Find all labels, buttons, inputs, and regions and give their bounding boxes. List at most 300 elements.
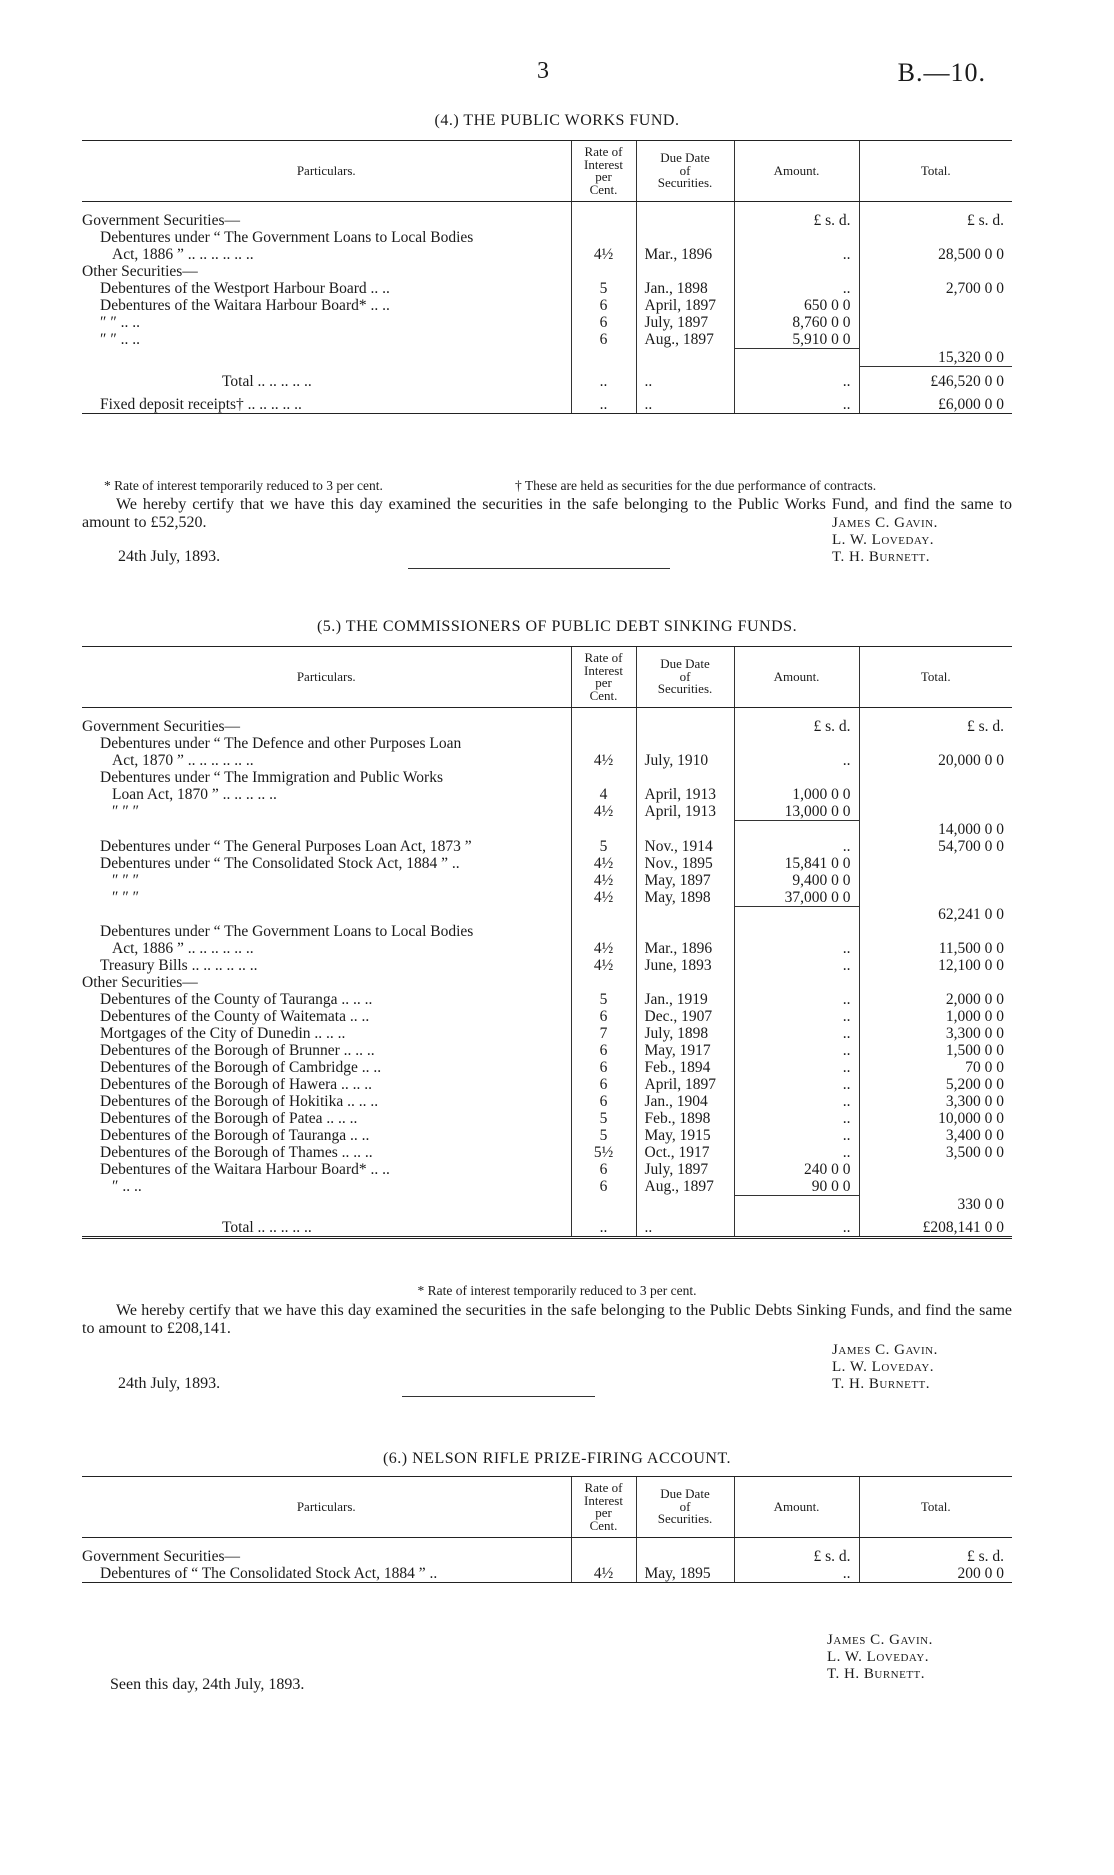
section-title-nelson-rifle: (6.) NELSON RIFLE PRIZE-FIRING ACCOUNT. [382, 1450, 732, 1467]
rate-cell: 6 [571, 1042, 636, 1059]
due-date-cell [636, 1548, 734, 1565]
document-reference: B.—10. [897, 58, 986, 87]
due-date-cell: Jan., 1898 [636, 280, 734, 297]
particulars-cell: Government Securities— [82, 718, 240, 735]
table-row [82, 1127, 1012, 1144]
table-row [82, 314, 1012, 331]
amount-cell: .. [734, 1093, 859, 1110]
table-row [82, 957, 1012, 974]
header-rate-line: Rate of [584, 144, 623, 159]
amount-cell: 650 0 0 [734, 297, 859, 314]
particulars-cell: Act, 1886 ” .. .. .. .. .. .. [112, 940, 254, 957]
sinking-funds-table [82, 646, 1012, 1239]
page-number: 3 [537, 58, 549, 84]
particulars-cell: ″ .. .. [112, 1178, 142, 1195]
due-date-cell: Nov., 1914 [636, 838, 734, 855]
header-total: Total. [859, 1477, 1012, 1538]
header-rate-line: Interest [584, 662, 623, 678]
rate-cell [571, 735, 636, 752]
due-date-cell: July, 1898 [636, 1025, 734, 1042]
footnote-contracts: † These are held as securities for the due performance of contracts. [515, 478, 877, 493]
rate-cell [571, 263, 636, 280]
header-rate-line: Cent. [589, 687, 618, 703]
particulars-cell: Debentures of the Borough of Brunner .. .. .. [100, 1042, 375, 1059]
particulars-cell: Debentures under “ The General Purposes Loan Act, 1873 ” [100, 837, 472, 855]
amount-cell: .. [734, 1565, 859, 1583]
particulars-cell: ″ ″ ″ [112, 871, 140, 889]
amount-cell: .. [734, 1076, 859, 1093]
rate-cell [571, 821, 636, 838]
table-row [82, 718, 1012, 735]
signature-rule [402, 1396, 595, 1397]
rate-cell: 5 [571, 838, 636, 855]
rate-cell [571, 229, 636, 246]
due-date-cell: Jan., 1919 [636, 991, 734, 1008]
due-date-cell [636, 821, 734, 838]
particulars-cell: Debentures of the Borough of Cambridge .. .. [100, 1059, 382, 1076]
header-due-date-line: of [679, 668, 691, 684]
rate-cell: 5 [571, 1110, 636, 1127]
amount-cell [734, 923, 859, 940]
amount-cell: 90 0 0 [734, 1178, 859, 1196]
rate-cell: 4½ [571, 957, 636, 974]
total-cell: 12,100 0 0 [859, 957, 1012, 974]
amount-cell: 13,000 0 0 [734, 803, 859, 821]
due-date-cell: Feb., 1898 [636, 1110, 734, 1127]
rate-cell [571, 349, 636, 367]
amount-cell: 9,400 0 0 [734, 872, 859, 889]
signatory: L. W. Loveday. [827, 1649, 930, 1665]
particulars-cell: Debentures of the Borough of Patea .. .. .. [100, 1110, 358, 1127]
rate-cell: 6 [571, 1008, 636, 1025]
rate-cell: 6 [571, 297, 636, 314]
particulars-cell: Debentures under “ The Government Loans to Local Bodies [100, 229, 474, 246]
rate-cell [571, 974, 636, 991]
total-cell [859, 297, 1012, 314]
total-cell [859, 803, 1012, 821]
header-particulars: Particulars. [82, 1477, 571, 1538]
amount-cell [734, 1196, 859, 1213]
signatory: T. H. Burnett. [827, 1666, 926, 1682]
header-due-date-line: Due Date [660, 656, 710, 672]
particulars-cell: Debentures of the Borough of Thames .. .. .. [100, 1144, 373, 1161]
particulars-cell: Debentures under “ The Defence and other Purposes Loan [100, 735, 462, 752]
rate-cell: 4½ [571, 803, 636, 821]
amount-cell: .. [734, 1008, 859, 1025]
total-cell: 3,400 0 0 [859, 1127, 1012, 1144]
header-due-date-line: of [679, 1498, 691, 1514]
nelson-rifle-table [82, 1476, 1012, 1583]
rate-cell: 6 [571, 1093, 636, 1110]
rate-cell: 6 [571, 314, 636, 331]
total-cell: 330 0 0 [859, 1196, 1012, 1213]
table-row [82, 752, 1012, 769]
rate-cell: 6 [571, 1161, 636, 1178]
rate-cell: 5 [571, 1127, 636, 1144]
table-row [82, 1059, 1012, 1076]
table-row [82, 803, 1012, 821]
due-date-cell: Mar., 1896 [636, 940, 734, 957]
signatory: L. W. Loveday. [832, 532, 935, 548]
due-date-cell: April, 1897 [636, 297, 734, 314]
particulars-cell: ″ ″ ″ [112, 803, 140, 820]
table-row [82, 991, 1012, 1008]
total-cell: 1,500 0 0 [859, 1042, 1012, 1059]
signatory: James C. Gavin. [832, 515, 938, 531]
particulars-cell: Act, 1886 ” .. .. .. .. .. .. [112, 246, 254, 263]
due-date-cell: Mar., 1896 [636, 246, 734, 263]
particulars-cell: Government Securities— [82, 1548, 240, 1565]
header-rate [571, 647, 636, 708]
total-cell [859, 263, 1012, 280]
section-title-public-works-fund: (4.) THE PUBLIC WORKS FUND. [434, 112, 680, 129]
total-cell: 11,500 0 0 [859, 940, 1012, 957]
table-row [82, 1178, 1012, 1196]
amount-cell: 15,841 0 0 [734, 855, 859, 872]
total-cell [859, 786, 1012, 803]
table-row [82, 1025, 1012, 1042]
amount-cell: .. [734, 940, 859, 957]
total-cell [859, 1178, 1012, 1196]
table-header-row [82, 647, 1012, 708]
amount-cell [734, 735, 859, 752]
header-amount: Amount. [734, 1477, 859, 1538]
total-cell: £208,141 0 0 [859, 1219, 1012, 1238]
amount-cell [734, 769, 859, 786]
header-rate-line: Rate of [584, 1480, 623, 1495]
table-row [82, 349, 1012, 367]
particulars-cell: Other Securities— [82, 974, 198, 991]
table-row [82, 1076, 1012, 1093]
particulars-cell [82, 821, 571, 838]
total-cell [859, 735, 1012, 752]
due-date-cell: Aug., 1897 [636, 1178, 734, 1196]
total-cell [859, 1161, 1012, 1178]
due-date-cell [636, 769, 734, 786]
footnote-rate: * Rate of interest temporarily reduced to 3 per cent. [104, 478, 383, 493]
particulars-cell [82, 1196, 571, 1213]
rate-cell: 4½ [571, 752, 636, 769]
rate-cell: 5 [571, 991, 636, 1008]
total-cell: £46,520 0 0 [859, 373, 1012, 390]
header-due-date [636, 647, 734, 708]
total-cell: £ s. d. [859, 212, 1012, 229]
particulars-cell: Debentures of the Borough of Hokitika .. .. .. [100, 1093, 379, 1110]
particulars-cell: Fixed deposit receipts† .. .. .. .. .. [82, 396, 571, 414]
signatory: T. H. Burnett. [832, 1376, 931, 1392]
due-date-cell [636, 923, 734, 940]
amount-cell: .. [734, 838, 859, 855]
due-date-cell [636, 1196, 734, 1213]
table-row [82, 212, 1012, 229]
total-cell: 3,300 0 0 [859, 1093, 1012, 1110]
header-rate-line: Cent. [589, 181, 618, 197]
total-cell: 20,000 0 0 [859, 752, 1012, 769]
amount-cell: .. [734, 1025, 859, 1042]
rate-cell [571, 923, 636, 940]
amount-cell: .. [734, 1042, 859, 1059]
table-row [82, 1219, 1012, 1238]
total-cell: £ s. d. [859, 718, 1012, 735]
due-date-cell: May, 1897 [636, 872, 734, 889]
due-date-cell: April, 1913 [636, 786, 734, 803]
rate-cell: .. [571, 373, 636, 390]
rate-cell: 5 [571, 280, 636, 297]
header-rate-line: Interest [584, 156, 623, 172]
particulars-cell: Debentures of the Waitara Harbour Board* .. .. [100, 297, 390, 314]
total-cell [859, 769, 1012, 786]
due-date-cell: Oct., 1917 [636, 1144, 734, 1161]
total-cell: 2,000 0 0 [859, 991, 1012, 1008]
particulars-cell: Debentures of the Waitara Harbour Board* .. .. [100, 1161, 390, 1178]
particulars-cell: Government Securities— [82, 212, 240, 229]
table-row [82, 331, 1012, 349]
amount-cell: .. [734, 396, 859, 414]
particulars-cell [82, 906, 571, 923]
due-date-cell [636, 263, 734, 280]
total-cell: 54,700 0 0 [859, 838, 1012, 855]
header-particulars: Particulars. [82, 647, 571, 708]
amount-cell: 8,760 0 0 [734, 314, 859, 331]
rate-cell [571, 212, 636, 229]
total-cell: £6,000 0 0 [859, 396, 1012, 414]
due-date-cell [636, 974, 734, 991]
due-date-cell: Jan., 1904 [636, 1093, 734, 1110]
rate-cell: 4½ [571, 1565, 636, 1583]
table-row [82, 821, 1012, 838]
rate-cell: 4½ [571, 855, 636, 872]
signatories [832, 515, 938, 566]
amount-cell: £ s. d. [734, 718, 859, 735]
total-cell: 10,000 0 0 [859, 1110, 1012, 1127]
particulars-cell: ″ ″ .. .. [100, 331, 141, 348]
total-cell: 1,000 0 0 [859, 1008, 1012, 1025]
table-header-row [82, 1477, 1012, 1538]
rate-cell: 6 [571, 1178, 636, 1196]
due-date-cell: Dec., 1907 [636, 1008, 734, 1025]
particulars-cell: ″ ″ ″ [112, 888, 140, 906]
due-date-cell: May, 1898 [636, 889, 734, 907]
total-cell [859, 889, 1012, 907]
header-rate-line: per [595, 675, 612, 690]
header-due-date [636, 141, 734, 202]
due-date-cell [636, 718, 734, 735]
amount-cell: .. [734, 1144, 859, 1161]
particulars-cell: Total .. .. .. .. .. [82, 1219, 571, 1238]
table-row [82, 889, 1012, 907]
particulars-cell: ″ ″ .. .. [100, 314, 141, 331]
total-cell [859, 314, 1012, 331]
particulars-cell: Debentures under “ The Government Loans to Local Bodies [100, 923, 474, 940]
total-cell [859, 229, 1012, 246]
particulars-cell: Debentures of the Borough of Hawera .. .. .. [100, 1076, 373, 1093]
total-cell [859, 974, 1012, 991]
amount-cell: .. [734, 957, 859, 974]
due-date-cell [636, 735, 734, 752]
header-rate [571, 1477, 636, 1538]
public-works-fund-table [82, 140, 1012, 414]
rate-cell: 5½ [571, 1144, 636, 1161]
due-date-cell: .. [636, 396, 734, 414]
header-rate-line: Interest [584, 1492, 623, 1508]
particulars-cell: Treasury Bills .. .. .. .. .. .. [100, 957, 258, 974]
total-cell: 3,300 0 0 [859, 1025, 1012, 1042]
header-rate-line: per [595, 169, 612, 184]
rate-cell [571, 906, 636, 923]
header-total: Total. [859, 141, 1012, 202]
table-row [82, 297, 1012, 314]
table-row [82, 280, 1012, 297]
due-date-cell [636, 212, 734, 229]
amount-cell: £ s. d. [734, 1548, 859, 1565]
rate-cell [571, 718, 636, 735]
amount-cell: 240 0 0 [734, 1161, 859, 1178]
amount-cell [734, 229, 859, 246]
rate-cell: 6 [571, 1059, 636, 1076]
rate-cell: .. [571, 1219, 636, 1238]
particulars-cell: Debentures of the Westport Harbour Board .. .. [100, 280, 390, 297]
table-row [82, 1548, 1012, 1565]
amount-cell [734, 821, 859, 838]
due-date-cell: Aug., 1897 [636, 331, 734, 349]
certificate-date: 24th July, 1893. [118, 1375, 221, 1392]
rate-cell: 4½ [571, 940, 636, 957]
header-due-date-line: Due Date [660, 150, 710, 166]
particulars-cell: Debentures under “ The Immigration and Public Works [100, 769, 443, 786]
amount-cell: .. [734, 1127, 859, 1144]
rate-cell: 7 [571, 1025, 636, 1042]
amount-cell: £ s. d. [734, 212, 859, 229]
amount-cell: 5,910 0 0 [734, 331, 859, 349]
table-row [82, 923, 1012, 940]
table-row [82, 1008, 1012, 1025]
due-date-cell: April, 1897 [636, 1076, 734, 1093]
amount-cell: .. [734, 1110, 859, 1127]
rate-cell: 4 [571, 786, 636, 803]
total-cell: 200 0 0 [859, 1565, 1012, 1583]
rate-cell: 4½ [571, 889, 636, 907]
particulars-cell: Debentures of the County of Waitemata .. .. [100, 1008, 370, 1025]
particulars-cell: Debentures of “ The Consolidated Stock Act, 1884 ” .. [82, 1565, 571, 1583]
amount-cell: .. [734, 1059, 859, 1076]
header-due-date [636, 1477, 734, 1538]
particulars-cell: Other Securities— [82, 263, 198, 280]
amount-cell: .. [734, 991, 859, 1008]
total-cell [859, 923, 1012, 940]
rate-cell [571, 769, 636, 786]
signatories [827, 1632, 933, 1683]
signatory: James C. Gavin. [827, 1632, 933, 1648]
rate-cell [571, 1548, 636, 1565]
table-row [82, 735, 1012, 752]
signatories [832, 1342, 938, 1393]
due-date-cell: July, 1897 [636, 314, 734, 331]
amount-cell [734, 974, 859, 991]
table-row [82, 246, 1012, 263]
table-row [82, 940, 1012, 957]
table-row [82, 974, 1012, 991]
table-row [82, 263, 1012, 280]
header-total: Total. [859, 647, 1012, 708]
table-row [82, 786, 1012, 803]
table-row [82, 1565, 1012, 1583]
signatory: James C. Gavin. [832, 1342, 938, 1358]
header-due-date-line: Due Date [660, 1486, 710, 1502]
rate-cell: .. [571, 396, 636, 414]
amount-cell: .. [734, 246, 859, 263]
header-rate-line: per [595, 1505, 612, 1520]
due-date-cell: Nov., 1895 [636, 855, 734, 872]
rate-cell: 6 [571, 331, 636, 349]
due-date-cell: Feb., 1894 [636, 1059, 734, 1076]
certificate-date: 24th July, 1893. [118, 548, 221, 565]
amount-cell: 37,000 0 0 [734, 889, 859, 907]
total-cell [859, 331, 1012, 349]
table-row [82, 396, 1012, 414]
particulars-cell: Debentures under “ The Consolidated Stock Act, 1884 ” .. [100, 854, 460, 872]
total-cell [859, 855, 1012, 872]
table-row [82, 906, 1012, 923]
due-date-cell: June, 1893 [636, 957, 734, 974]
total-cell: 28,500 0 0 [859, 246, 1012, 263]
signature-rule [408, 568, 670, 569]
amount-cell: .. [734, 1219, 859, 1238]
rate-cell: 4½ [571, 872, 636, 889]
table-row [82, 769, 1012, 786]
table-row [82, 229, 1012, 246]
total-cell: 2,700 0 0 [859, 280, 1012, 297]
amount-cell [734, 906, 859, 923]
total-cell: 62,241 0 0 [859, 906, 1012, 923]
due-date-cell: May, 1917 [636, 1042, 734, 1059]
certificate-text: We hereby certify that we have this day examined the securities in the safe belonging to the Public Debts Sinking Funds, and find the same to amount to £208,141. [82, 1302, 1012, 1337]
header-rate-line: Rate of [584, 650, 623, 665]
header-rate [571, 141, 636, 202]
due-date-cell: May, 1895 [636, 1565, 734, 1583]
amount-cell: .. [734, 373, 859, 390]
particulars-cell: Total .. .. .. .. .. [222, 372, 312, 390]
table-row [82, 373, 1012, 390]
particulars-cell: Debentures of the County of Tauranga .. .. .. [100, 991, 373, 1008]
due-date-cell: .. [636, 1219, 734, 1238]
table-row [82, 1144, 1012, 1161]
header-due-date-line: of [679, 162, 691, 178]
rate-cell: 4½ [571, 246, 636, 263]
table-row [82, 838, 1012, 855]
table-row [82, 1110, 1012, 1127]
particulars-cell: Mortgages of the City of Dunedin .. .. .. [100, 1025, 346, 1042]
table-row [82, 872, 1012, 889]
due-date-cell: .. [636, 373, 734, 390]
total-cell: 15,320 0 0 [859, 349, 1012, 367]
table-row [82, 1161, 1012, 1178]
table-header-row [82, 141, 1012, 202]
seen-date: Seen this day, 24th July, 1893. [110, 1676, 305, 1693]
due-date-cell [636, 349, 734, 367]
total-cell: 5,200 0 0 [859, 1076, 1012, 1093]
table-row [82, 1093, 1012, 1110]
rate-cell [571, 1196, 636, 1213]
header-rate-line: Cent. [589, 1517, 618, 1533]
amount-cell: .. [734, 280, 859, 297]
total-cell: 70 0 0 [859, 1059, 1012, 1076]
particulars-cell: Debentures of the Borough of Tauranga .. .. [100, 1127, 370, 1144]
due-date-cell: July, 1897 [636, 1161, 734, 1178]
total-cell: 3,500 0 0 [859, 1144, 1012, 1161]
amount-cell [734, 349, 859, 367]
total-cell: 14,000 0 0 [859, 821, 1012, 838]
certificate-text: We hereby certify that we have this day examined the securities in the safe belonging to the Public Works Fund, and find the same to amount to £52,520. [82, 496, 1012, 531]
